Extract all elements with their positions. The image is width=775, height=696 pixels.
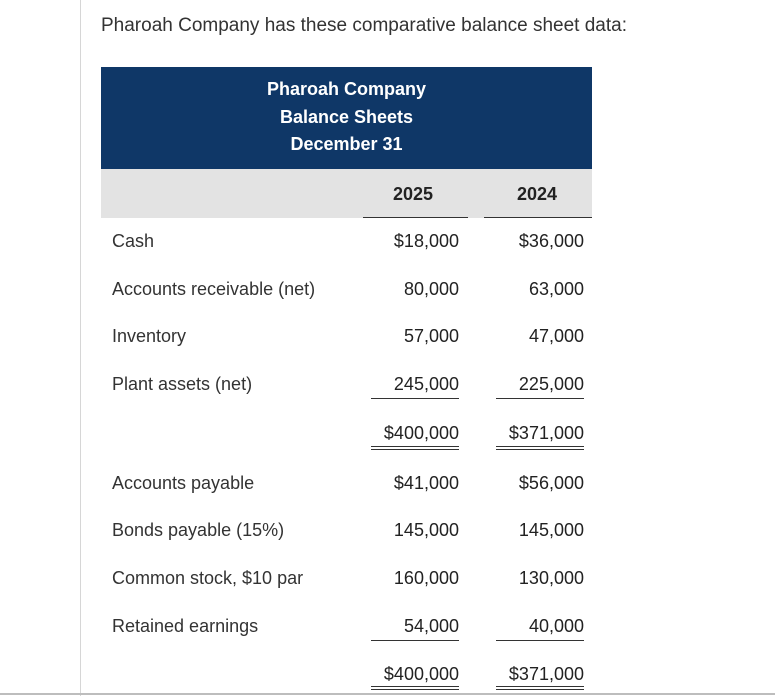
bonds-payable-2024: 145,000 bbox=[518, 520, 584, 540]
statement-date: December 31 bbox=[290, 134, 403, 154]
common-stock-2024: 130,000 bbox=[518, 568, 584, 588]
cash-2025: $18,000 bbox=[393, 231, 459, 251]
total-assets-double-rule-2024-a bbox=[496, 446, 584, 447]
row-label-bonds-payable: Bonds payable (15%) bbox=[112, 520, 285, 540]
company-name: Pharoah Company bbox=[266, 79, 427, 99]
assets-subtotal-rule-2025 bbox=[371, 398, 459, 399]
statement-header bbox=[101, 67, 592, 169]
accounts-payable-2025: $41,000 bbox=[393, 473, 459, 493]
inventory-2025: 57,000 bbox=[403, 326, 459, 346]
retained-earnings-2024: 40,000 bbox=[528, 616, 584, 636]
row-label-retained-earnings: Retained earnings bbox=[112, 616, 259, 636]
retained-earnings-2025: 54,000 bbox=[403, 616, 459, 636]
accounts-receivable-2024: 63,000 bbox=[528, 279, 584, 299]
common-stock-2025: 160,000 bbox=[393, 568, 459, 588]
total-le-2024: $371,000 bbox=[508, 664, 584, 684]
row-label-accounts-payable: Accounts payable bbox=[112, 473, 255, 493]
total-assets-2024: $371,000 bbox=[508, 423, 584, 443]
inventory-2024: 47,000 bbox=[528, 326, 584, 346]
bonds-payable-2025: 145,000 bbox=[393, 520, 459, 540]
cash-2024: $36,000 bbox=[518, 231, 584, 251]
accounts-payable-2024: $56,000 bbox=[518, 473, 584, 493]
year-2025-underline bbox=[363, 217, 468, 218]
row-label-inventory: Inventory bbox=[112, 326, 187, 346]
row-label-common-stock: Common stock, $10 par bbox=[112, 568, 304, 588]
plant-assets-2025: 245,000 bbox=[393, 374, 459, 394]
le-subtotal-rule-2024 bbox=[496, 640, 584, 641]
row-label-plant-assets: Plant assets (net) bbox=[112, 374, 253, 394]
total-le-2025: $400,000 bbox=[383, 664, 459, 684]
year-2024-header: 2024 bbox=[517, 184, 558, 204]
year-2025-header: 2025 bbox=[393, 184, 434, 204]
accounts-receivable-2025: 80,000 bbox=[403, 279, 459, 299]
total-le-double-rule-2024-a bbox=[496, 686, 584, 687]
page-bottom-border bbox=[0, 693, 775, 695]
total-assets-double-rule-2025-b bbox=[371, 449, 459, 450]
total-assets-2025: $400,000 bbox=[383, 423, 459, 443]
total-le-double-rule-2024-b bbox=[496, 689, 584, 690]
total-le-double-rule-2025-b bbox=[371, 689, 459, 690]
year-2024-underline bbox=[484, 217, 592, 218]
total-le-double-rule-2025-a bbox=[371, 686, 459, 687]
row-label-accounts-receivable: Accounts receivable (net) bbox=[112, 279, 316, 299]
statement-title: Balance Sheets bbox=[279, 107, 414, 127]
assets-subtotal-rule-2024 bbox=[496, 398, 584, 399]
intro-text: Pharoah Company has these comparative balance sheet data: bbox=[101, 15, 627, 36]
le-subtotal-rule-2025 bbox=[371, 640, 459, 641]
total-assets-double-rule-2024-b bbox=[496, 449, 584, 450]
total-assets-double-rule-2025-a bbox=[371, 446, 459, 447]
page-left-border bbox=[80, 0, 81, 696]
plant-assets-2024: 225,000 bbox=[518, 374, 584, 394]
row-label-cash: Cash bbox=[112, 231, 155, 251]
